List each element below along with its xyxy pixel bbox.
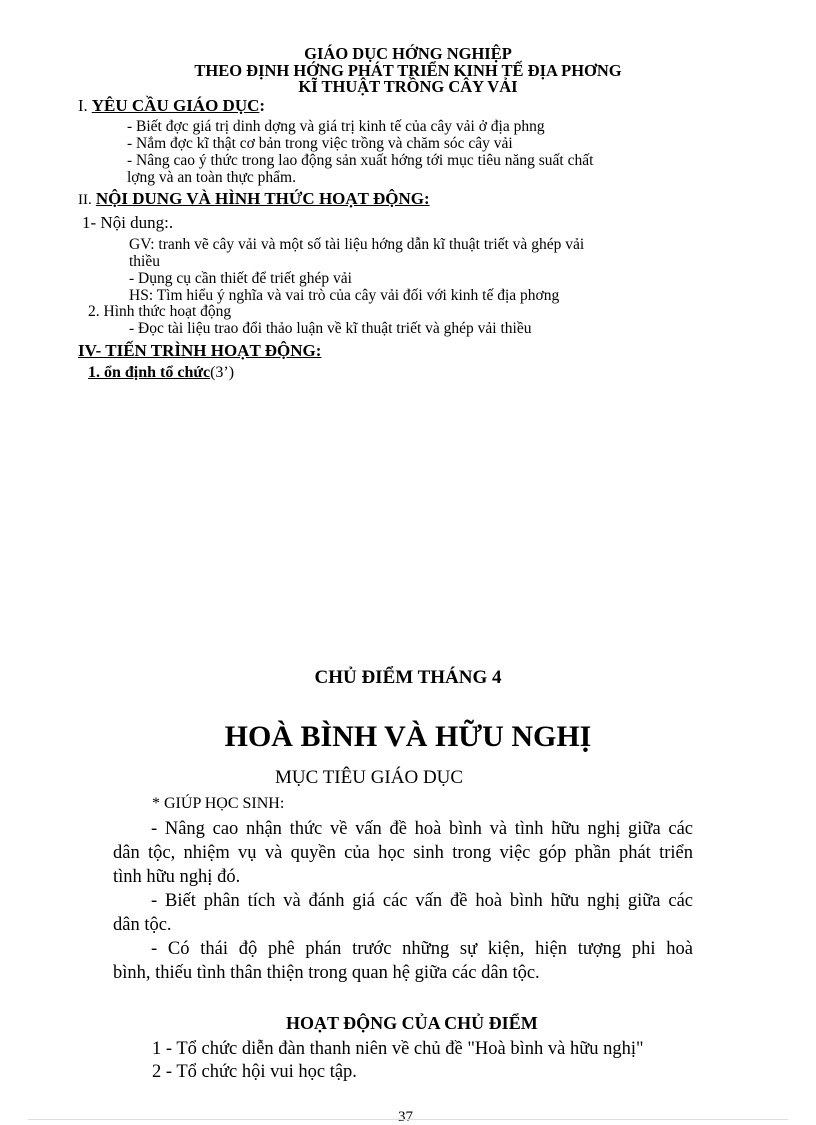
theme-title: HOÀ BÌNH VÀ HỮU NGHỊ bbox=[224, 720, 592, 753]
section-1-number: I. bbox=[78, 96, 88, 115]
doc-title-line-2: THEO ĐỊNH HỚNG PHÁT TRIỂN KINH TẾ ĐỊA PHƠNG bbox=[194, 61, 622, 80]
step-1-time: (3’) bbox=[210, 364, 235, 381]
help-students-label: * GIÚP HỌC SINH: bbox=[152, 795, 285, 812]
goal-paragraph-2 bbox=[113, 889, 693, 937]
goal-1-line: - Nâng cao nhận thức về vấn đề hoà bình và tình hữu nghị giữa các bbox=[151, 819, 693, 839]
section-2-number: II. bbox=[78, 192, 92, 208]
goal-2-line: - Biết phân tích và đánh giá các vấn đề hoà bình hữu nghị giữa các bbox=[151, 891, 693, 911]
section-2-subheading-content: 1- Nội dung:. bbox=[82, 213, 174, 232]
section-2-tools: - Dụng cụ cần thiết để triết ghép vải bbox=[129, 270, 352, 287]
goal-3-line: bình, thiếu tình thân thiện trong quan hệ giữa các dân tộc. bbox=[113, 963, 540, 983]
goal-1-line: tình hữu nghị đó. bbox=[113, 867, 241, 887]
section-1-heading bbox=[78, 97, 265, 115]
step-1-label: 1. ổn định tổ chức bbox=[88, 364, 211, 381]
goal-paragraph-1 bbox=[113, 817, 693, 889]
section-2-title: NỘI DUNG VÀ HÌNH THỨC HOẠT ĐỘNG: bbox=[95, 189, 430, 208]
section-1-item: lợng và an toàn thực phẩm. bbox=[127, 169, 296, 186]
goal-heading: MỤC TIÊU GIÁO DỤC bbox=[275, 767, 464, 788]
section-2-gv-line: thiều bbox=[129, 253, 160, 270]
doc-title-line-3: KĨ THUẬT TRỒNG CÂY VẢI bbox=[298, 77, 518, 96]
section-4-heading: IV- TIẾN TRÌNH HOẠT ĐỘNG: bbox=[78, 341, 322, 360]
goal-2-line: dân tộc. bbox=[113, 915, 172, 935]
section-2-activity: - Đọc tài liệu trao đổi thảo luận về kĩ thuật triết và ghép vải thiều bbox=[129, 320, 532, 337]
section-2-heading bbox=[78, 190, 430, 208]
section-1-item: - Nắm đợc kĩ thật cơ bản trong việc trồng và chăm sóc cây vải bbox=[127, 135, 513, 152]
activity-item: 2 - Tổ chức hội vui học tập. bbox=[152, 1062, 357, 1082]
activities-heading: HOẠT ĐỘNG CỦA CHỦ ĐIỂM bbox=[286, 1013, 538, 1033]
activity-item: 1 - Tổ chức diễn đàn thanh niên về chủ đề "Hoà bình và hữu nghị" bbox=[152, 1039, 644, 1059]
section-2-hs: HS: Tìm hiểu ý nghĩa và vai trò của cây vải đối với kinh tế địa phơng bbox=[129, 287, 560, 304]
goal-3-line: - Có thái độ phê phán trước những sự kiện, hiện tượng phi hoà bbox=[151, 939, 693, 959]
section-2-subheading-form: 2. Hình thức hoạt động bbox=[88, 303, 232, 320]
section-1-colon: : bbox=[259, 96, 266, 115]
theme-month-heading: CHỦ ĐIỂM THÁNG 4 bbox=[314, 667, 502, 688]
section-4-step-1 bbox=[88, 365, 234, 381]
section-2-gv-line: GV: tranh vẽ cây vải và một số tài liệu hớng dẫn kĩ thuật triết và ghép vải bbox=[129, 236, 585, 253]
footer-divider bbox=[28, 1119, 788, 1120]
section-1-item: - Nâng cao ý thức trong lao động sản xuất hớng tới mục tiêu năng suất chất bbox=[127, 152, 594, 169]
goal-1-line: dân tộc, nhiệm vụ và quyền của học sinh trong việc góp phần phát triển bbox=[113, 843, 693, 863]
goal-paragraph-3 bbox=[113, 937, 693, 985]
doc-title-line-1: GIÁO DỤC HỚNG NGHIỆP bbox=[304, 44, 512, 63]
section-1-item: - Biết đợc giá trị dinh dợng và giá trị kinh tế của cây vải ở địa phng bbox=[127, 118, 545, 135]
section-1-title: YÊU CẦU GIÁO DỤC bbox=[91, 96, 260, 115]
page-number: 37 bbox=[398, 1109, 413, 1125]
